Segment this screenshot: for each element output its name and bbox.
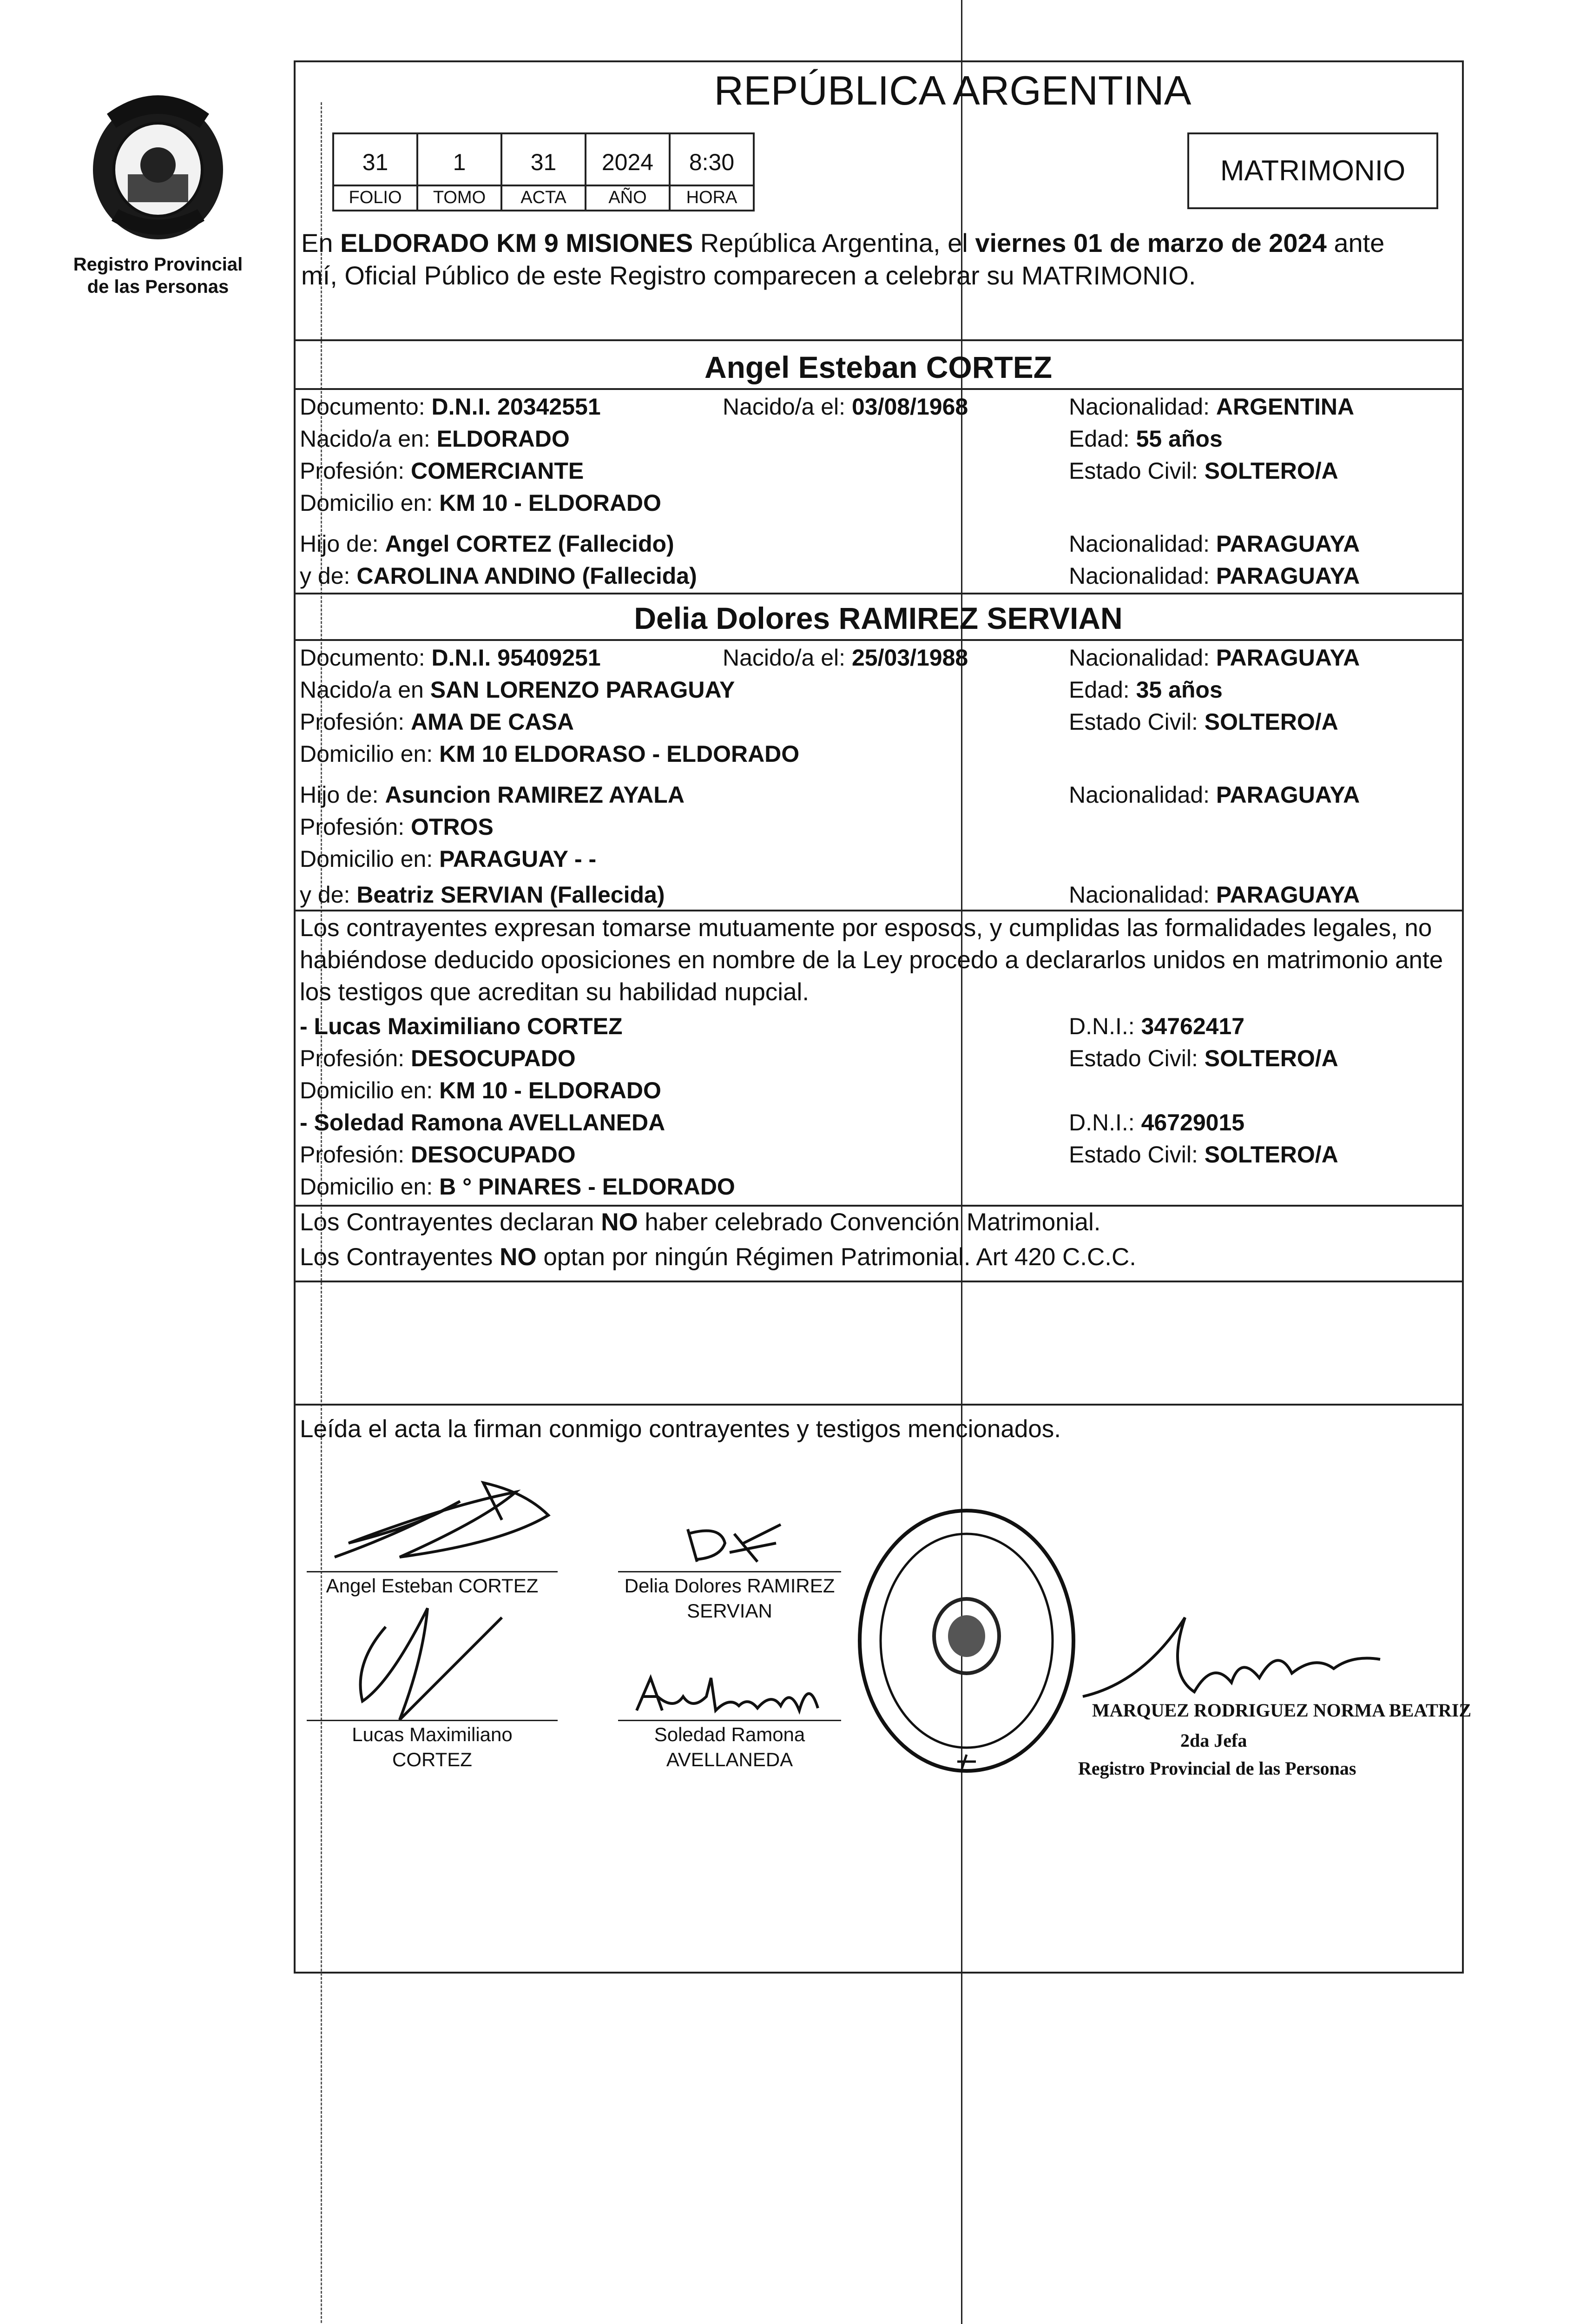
tomo-field: 1 TOMO — [416, 132, 502, 211]
spouse2-father-nationality: Nacionalidad: PARAGUAYA — [1069, 782, 1360, 808]
spouse1-father-nationality: Nacionalidad: PARAGUAYA — [1069, 531, 1360, 557]
declaration-line2: habiéndose deducido oposiciones en nombre de la Ley procedo a declararlos unidos en matrimonio ante — [300, 946, 1443, 974]
spouse1-age: Edad: 55 años — [1069, 426, 1223, 452]
signature-label-witness2-line2: AVELLANEDA — [666, 1749, 793, 1770]
spouse2-profession: Profesión: AMA DE CASA — [300, 709, 574, 735]
official-name: MARQUEZ RODRIGUEZ NORMA BEATRIZ — [1092, 1700, 1471, 1721]
spouse2-nationality: Nacionalidad: PARAGUAYA — [1069, 645, 1360, 671]
spouse1-nationality: Nacionalidad: ARGENTINA — [1069, 394, 1355, 420]
signature-label-witness1-line1: Lucas Maximiliano — [352, 1723, 513, 1745]
divider — [294, 1281, 1464, 1282]
hora-field: 8:30 HORA — [669, 132, 755, 211]
divider — [294, 1205, 1464, 1207]
logo-org-line2: de las Personas — [87, 277, 229, 297]
spouse1-birthplace: Nacido/a en: ELDORADO — [300, 426, 570, 452]
closing-text: Leída el acta la firman conmigo contrayentes y testigos mencionados. — [300, 1415, 1061, 1443]
witness1-profession: Profesión: DESOCUPADO — [300, 1045, 576, 1071]
signature-label-witness2-line1: Soledad Ramona — [654, 1723, 805, 1745]
official-org: Registro Provincial de las Personas — [1078, 1758, 1356, 1779]
spouse2-birthplace: Nacido/a en SAN LORENZO PARAGUAY — [300, 677, 735, 703]
spouse2-civil-status: Estado Civil: SOLTERO/A — [1069, 709, 1338, 735]
spouse2-father-profession: Profesión: OTROS — [300, 814, 494, 840]
witness2-address: Domicilio en: B ° PINARES - ELDORADO — [300, 1174, 735, 1200]
signature-line — [307, 1571, 558, 1572]
province-logo — [79, 81, 237, 249]
official-stamp-icon — [850, 1501, 1083, 1780]
signature-label-spouse1: Angel Esteban CORTEZ — [326, 1575, 539, 1597]
anio-field: 2024 AÑO — [585, 132, 671, 211]
note-convention: Los Contrayentes declaran NO haber celebrado Convención Matrimonial. — [300, 1208, 1101, 1236]
witness2-civil-status: Estado Civil: SOLTERO/A — [1069, 1142, 1338, 1168]
official-title: 2da Jefa — [1180, 1730, 1247, 1751]
spouse1-birthdate: Nacido/a el: 03/08/1968 — [723, 394, 968, 420]
witness1-name: - Lucas Maximiliano CORTEZ — [300, 1013, 623, 1039]
signature-line — [618, 1571, 841, 1572]
signature-witness2 — [618, 1669, 850, 1720]
witness1-address: Domicilio en: KM 10 - ELDORADO — [300, 1077, 661, 1103]
spouse1-name: Angel Esteban CORTEZ — [704, 350, 1053, 384]
witness2-name: - Soledad Ramona AVELLANEDA — [300, 1109, 665, 1136]
declaration-line3: los testigos que acreditan su habilidad nupcial. — [300, 978, 810, 1006]
spouse1-civil-status: Estado Civil: SOLTERO/A — [1069, 458, 1338, 484]
witness1-civil-status: Estado Civil: SOLTERO/A — [1069, 1045, 1338, 1071]
declaration-line1: Los contrayentes expresan tomarse mutuamente por esposos, y cumplidas las formalidades legales, no — [300, 914, 1432, 942]
divider — [294, 910, 1464, 911]
spouse2-documento: Documento: D.N.I. 95409251 — [300, 645, 601, 671]
spouse1-mother-nationality: Nacionalidad: PARAGUAYA — [1069, 563, 1360, 589]
spouse2-mother-nationality: Nacionalidad: PARAGUAYA — [1069, 882, 1360, 908]
province-seal-icon — [79, 81, 237, 249]
signature-label-spouse2-line1: Delia Dolores RAMIREZ — [624, 1575, 835, 1597]
divider — [294, 388, 1464, 390]
intro-line1: En ELDORADO KM 9 MISIONES República Argentina, el viernes 01 de marzo de 2024 ante — [301, 228, 1385, 257]
folio-field: 31 FOLIO — [332, 132, 418, 211]
acta-field: 31 ACTA — [500, 132, 586, 211]
signature-spouse1 — [307, 1464, 567, 1580]
divider — [294, 593, 1464, 594]
witness2-profession: Profesión: DESOCUPADO — [300, 1142, 576, 1168]
signature-line — [307, 1720, 558, 1721]
divider — [294, 639, 1464, 641]
spouse1-mother: y de: CAROLINA ANDINO (Fallecida) — [300, 563, 697, 589]
signature-witness1 — [307, 1590, 567, 1729]
signature-label-spouse2-line2: SERVIAN — [687, 1600, 772, 1622]
spouse2-name: Delia Dolores RAMIREZ SERVIAN — [634, 601, 1123, 635]
signature-label-witness1-line2: CORTEZ — [392, 1749, 472, 1770]
signature-spouse2 — [618, 1515, 850, 1571]
logo-org-line1: Registro Provincial — [73, 254, 243, 275]
spouse1-address: Domicilio en: KM 10 - ELDORADO — [300, 490, 661, 516]
spouse2-address: Domicilio en: KM 10 ELDORASO - ELDORADO — [300, 741, 800, 767]
spouse2-father: Hijo de: Asuncion RAMIREZ AYALA — [300, 782, 685, 808]
spouse2-birthdate: Nacido/a el: 25/03/1988 — [723, 645, 968, 671]
divider — [294, 339, 1464, 341]
spouse2-age: Edad: 35 años — [1069, 677, 1223, 703]
page-title: REPÚBLICA ARGENTINA — [714, 67, 1192, 113]
spouse2-father-address: Domicilio en: PARAGUAY - - — [300, 846, 597, 872]
witness2-dni: D.N.I.: 46729015 — [1069, 1109, 1245, 1136]
intro-line2: mí, Oficial Público de este Registro comparecen a celebrar su MATRIMONIO. — [301, 261, 1196, 290]
divider — [294, 1404, 1464, 1406]
spouse2-mother: y de: Beatriz SERVIAN (Fallecida) — [300, 882, 665, 908]
doc-type-box: MATRIMONIO — [1187, 132, 1438, 209]
note-regime: Los Contrayentes NO optan por ningún Régimen Patrimonial. Art 420 C.C.C. — [300, 1243, 1137, 1271]
spouse1-documento: Documento: D.N.I. 20342551 — [300, 394, 601, 420]
spouse1-father: Hijo de: Angel CORTEZ (Fallecido) — [300, 531, 674, 557]
signature-line — [618, 1720, 841, 1721]
witness1-dni: D.N.I.: 34762417 — [1069, 1013, 1245, 1039]
spouse1-profession: Profesión: COMERCIANTE — [300, 458, 584, 484]
